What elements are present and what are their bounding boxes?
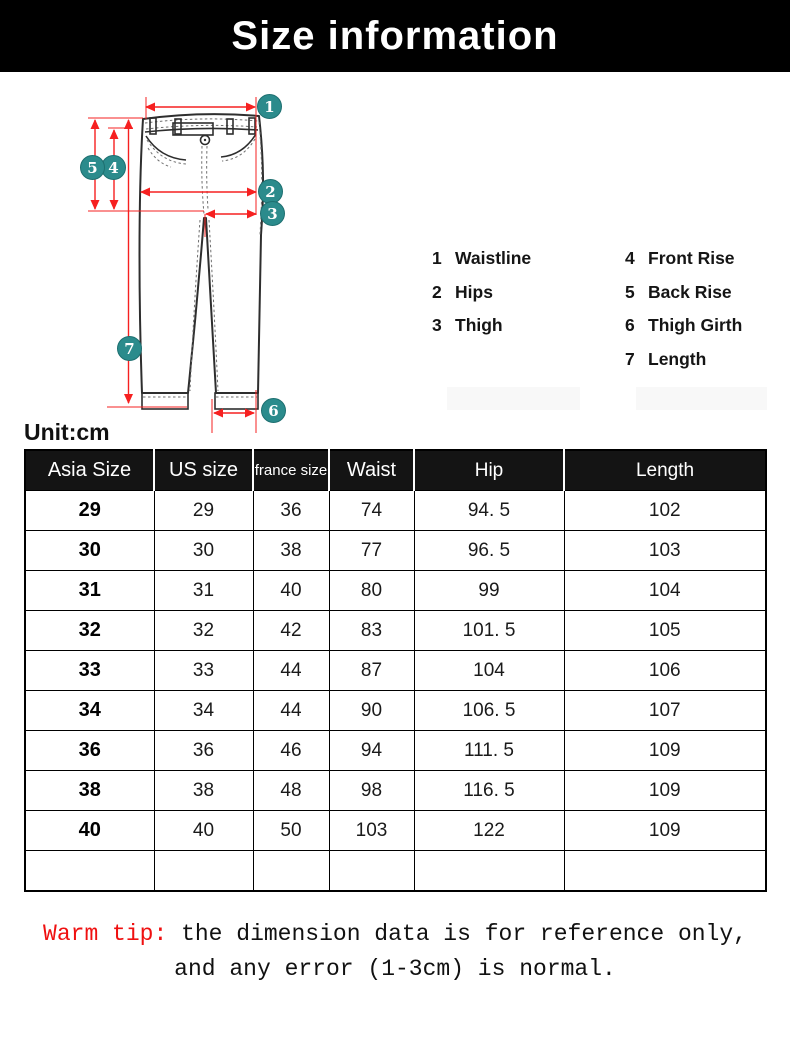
- table-cell: 44: [253, 651, 329, 691]
- table-cell: 33: [154, 651, 253, 691]
- legend-number: 2: [432, 281, 442, 302]
- legend-item-thigh: [432, 309, 531, 343]
- legend-number: 6: [625, 315, 635, 336]
- table-cell: 105: [564, 611, 766, 651]
- table-cell: 38: [25, 771, 154, 811]
- table-row: [25, 571, 766, 611]
- legend-item-back-rise: [625, 276, 742, 310]
- table-cell: 33: [25, 651, 154, 691]
- table-cell: 87: [329, 651, 414, 691]
- legend-item-length: [625, 343, 742, 377]
- legend-number: 4: [625, 248, 635, 269]
- table-cell: 90: [329, 691, 414, 731]
- table-cell: 101. 5: [414, 611, 564, 651]
- column-header-asia-size: Asia Size: [25, 450, 154, 491]
- legend-item-waistline: [432, 242, 531, 276]
- marker-7-length: 7: [117, 336, 142, 361]
- table-cell: 44: [253, 691, 329, 731]
- legend-number: 5: [625, 281, 635, 302]
- marker-5-back-rise: 5: [80, 155, 105, 180]
- size-table-header: [25, 450, 766, 491]
- table-cell: 102: [564, 491, 766, 531]
- table-cell: 40: [25, 811, 154, 851]
- legend-item-hips: [432, 276, 531, 310]
- table-row: [25, 491, 766, 531]
- table-row: [25, 531, 766, 571]
- table-cell: 77: [329, 531, 414, 571]
- table-row: [25, 611, 766, 651]
- column-header-length: Length: [564, 450, 766, 491]
- table-cell: [253, 851, 329, 892]
- legend-label: Waistline: [455, 248, 532, 269]
- table-cell: 106: [564, 651, 766, 691]
- legend-left-column: [432, 242, 531, 343]
- table-row: [25, 771, 766, 811]
- table-cell: 29: [25, 491, 154, 531]
- page-title: Size information: [231, 13, 559, 58]
- marker-2-hips: 2: [258, 179, 283, 204]
- table-cell: 109: [564, 811, 766, 851]
- legend-right-column: [625, 242, 742, 376]
- table-cell: [154, 851, 253, 892]
- table-cell: 31: [154, 571, 253, 611]
- table-cell: [329, 851, 414, 892]
- size-table: [24, 449, 767, 892]
- legend-highlight-left: [447, 387, 580, 410]
- table-cell: 94: [329, 731, 414, 771]
- marker-4-front-rise: 4: [101, 155, 126, 180]
- table-cell: 103: [564, 531, 766, 571]
- table-cell: 36: [154, 731, 253, 771]
- table-cell: 109: [564, 771, 766, 811]
- table-cell: 99: [414, 571, 564, 611]
- unit-label: Unit:cm: [24, 419, 110, 445]
- warm-tip-text-1: the dimension data is for reference only,: [167, 921, 747, 947]
- table-cell: 111. 5: [414, 731, 564, 771]
- table-cell: 50: [253, 811, 329, 851]
- marker-3-thigh: 3: [260, 201, 285, 226]
- table-cell: 80: [329, 571, 414, 611]
- legend-number: 1: [432, 248, 442, 269]
- table-cell: 29: [154, 491, 253, 531]
- table-cell: 40: [154, 811, 253, 851]
- legend-label: Length: [648, 348, 707, 369]
- legend-label: Hips: [455, 281, 493, 302]
- table-cell: 116. 5: [414, 771, 564, 811]
- table-cell: 98: [329, 771, 414, 811]
- column-header-waist: Waist: [329, 450, 414, 491]
- legend-number: 7: [625, 348, 635, 369]
- table-cell: 104: [414, 651, 564, 691]
- table-cell: 109: [564, 731, 766, 771]
- table-cell: 34: [25, 691, 154, 731]
- warm-tip-line-2: and any error (1-3cm) is normal.: [174, 956, 616, 982]
- table-row: [25, 851, 766, 892]
- table-cell: 31: [25, 571, 154, 611]
- table-cell: [25, 851, 154, 892]
- table-cell: 48: [253, 771, 329, 811]
- table-cell: 96. 5: [414, 531, 564, 571]
- table-cell: 34: [154, 691, 253, 731]
- table-cell: 46: [253, 731, 329, 771]
- table-row: [25, 811, 766, 851]
- table-cell: 36: [253, 491, 329, 531]
- legend-label: Thigh Girth: [648, 315, 743, 336]
- table-cell: 32: [154, 611, 253, 651]
- title-bar: [0, 0, 790, 72]
- table-cell: 94. 5: [414, 491, 564, 531]
- warm-tip-prefix: Warm tip:: [43, 921, 168, 947]
- legend-item-front-rise: [625, 242, 742, 276]
- legend-label: Front Rise: [648, 248, 735, 269]
- table-cell: 103: [329, 811, 414, 851]
- table-cell: 42: [253, 611, 329, 651]
- table-cell: 30: [25, 531, 154, 571]
- legend-highlight-right: [636, 387, 767, 410]
- marker-1-waistline: 1: [257, 94, 282, 119]
- table-cell: 104: [564, 571, 766, 611]
- table-cell: 40: [253, 571, 329, 611]
- legend-number: 3: [432, 315, 442, 336]
- table-cell: [414, 851, 564, 892]
- size-table-body: [25, 491, 766, 892]
- table-cell: 74: [329, 491, 414, 531]
- table-cell: 38: [154, 771, 253, 811]
- table-cell: 38: [253, 531, 329, 571]
- warm-tip: [0, 917, 790, 987]
- legend-item-thigh-girth: [625, 309, 742, 343]
- table-cell: 106. 5: [414, 691, 564, 731]
- table-cell: 36: [25, 731, 154, 771]
- legend-label: Back Rise: [648, 281, 732, 302]
- table-row: [25, 691, 766, 731]
- header-row: [25, 450, 766, 491]
- column-header-us-size: US size: [154, 450, 253, 491]
- table-cell: 83: [329, 611, 414, 651]
- table-row: [25, 731, 766, 771]
- table-cell: 30: [154, 531, 253, 571]
- legend-label: Thigh: [455, 315, 503, 336]
- warm-tip-line-1: [0, 917, 790, 952]
- column-header-hip: Hip: [414, 450, 564, 491]
- table-cell: [564, 851, 766, 892]
- marker-6-thigh-girth: 6: [261, 398, 286, 423]
- table-cell: 122: [414, 811, 564, 851]
- table-cell: 107: [564, 691, 766, 731]
- column-header-france-size: france size: [253, 450, 329, 491]
- table-cell: 32: [25, 611, 154, 651]
- table-row: [25, 651, 766, 691]
